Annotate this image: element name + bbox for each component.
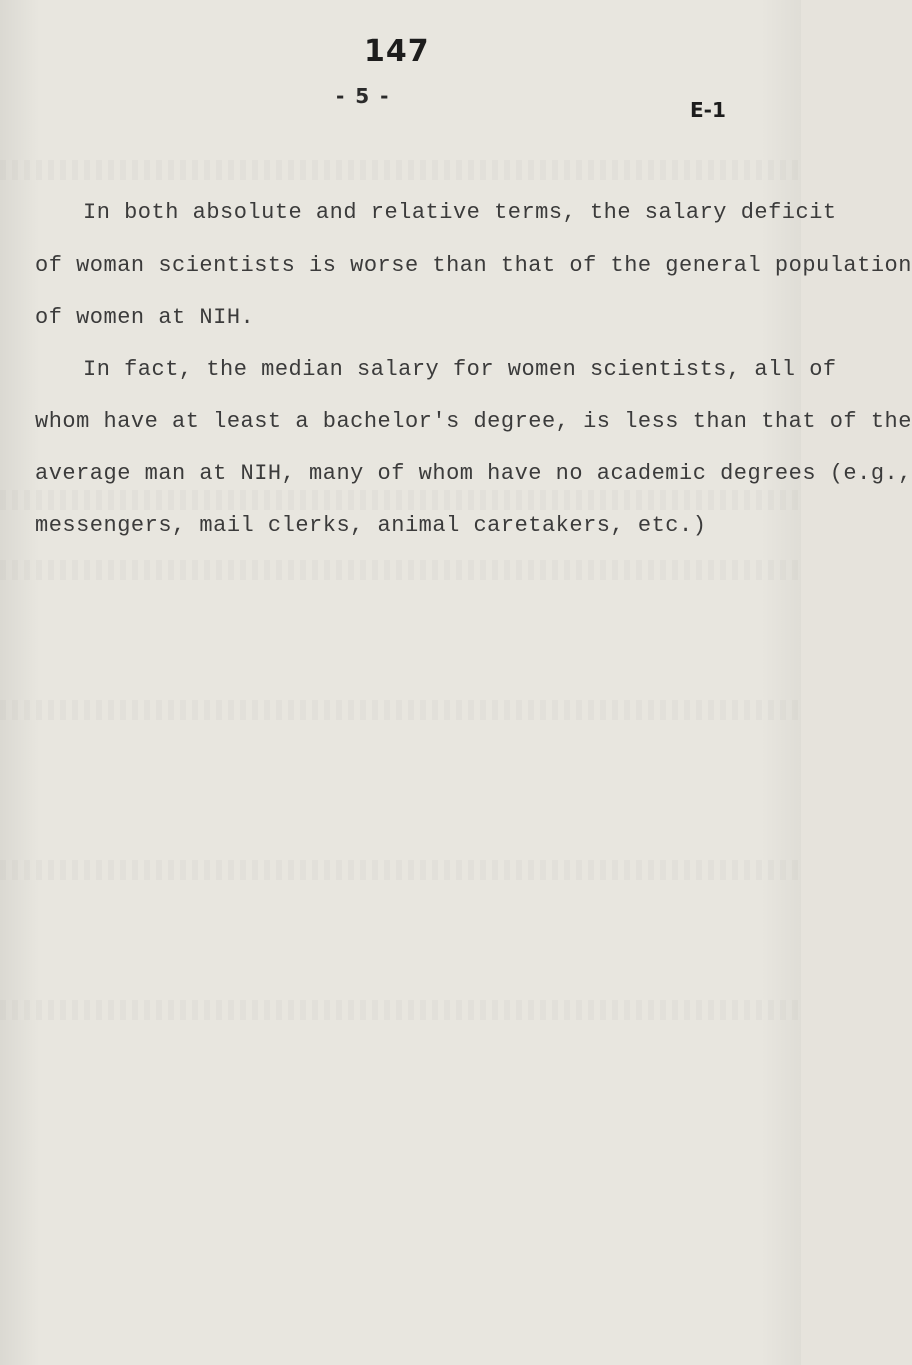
bleed-through-trace bbox=[0, 490, 801, 510]
paragraph-line: of women at NIH. bbox=[35, 305, 255, 330]
document-code: E-1 bbox=[690, 98, 726, 122]
bleed-through-trace bbox=[0, 700, 801, 720]
paragraph-line: average man at NIH, many of whom have no academic degrees (e.g., bbox=[35, 461, 912, 486]
bleed-through-trace bbox=[0, 1000, 801, 1020]
paragraph-line: of woman scientists is worse than that of the general population bbox=[35, 253, 912, 278]
paragraph-line: whom have at least a bachelor's degree, is less than that of the bbox=[35, 409, 912, 434]
bleed-through-trace bbox=[0, 160, 801, 180]
bleed-through-trace bbox=[0, 560, 801, 580]
paragraph-line: In fact, the median salary for women scientists, all of bbox=[83, 357, 837, 382]
paragraph-line: In both absolute and relative terms, the salary deficit bbox=[83, 200, 837, 225]
paragraph-line: messengers, mail clerks, animal caretakers, etc.) bbox=[35, 513, 707, 538]
page-number: - 5 - bbox=[336, 84, 391, 108]
stamped-page-number: 147 bbox=[364, 34, 430, 69]
bleed-through-trace bbox=[0, 860, 801, 880]
